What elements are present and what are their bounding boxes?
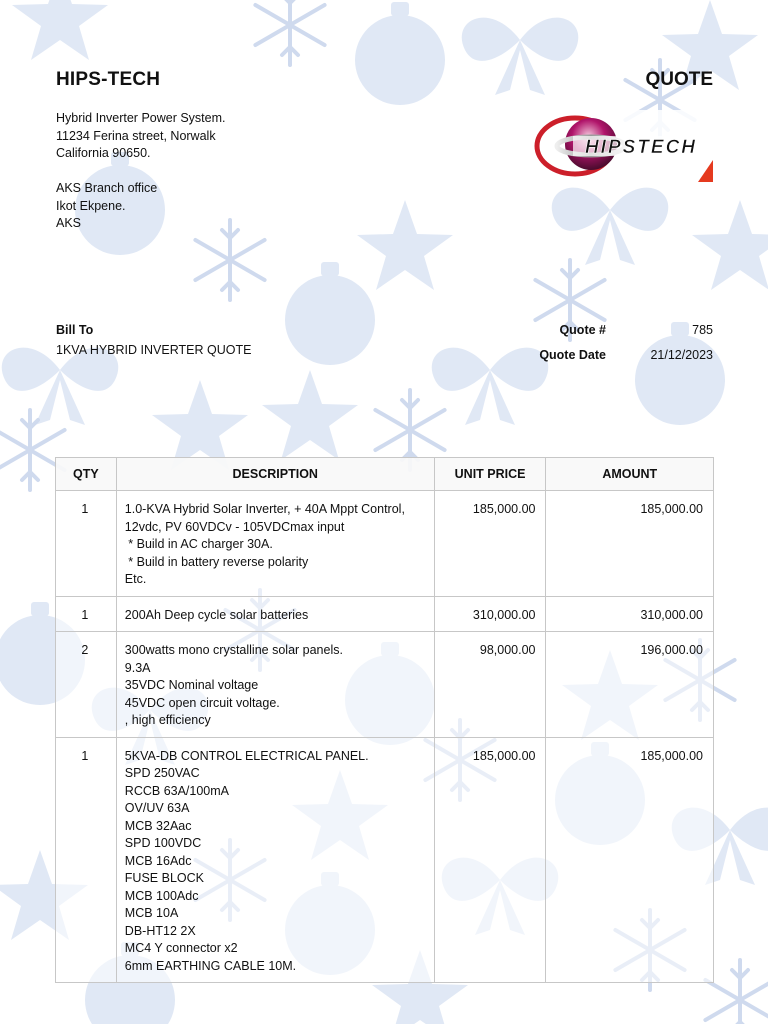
branch-line: AKS	[56, 216, 82, 230]
quote-date-label: Quote Date	[539, 348, 606, 362]
description-line: OV/UV 63A	[124, 801, 190, 815]
branch-line: Ikot Ekpene.	[56, 198, 126, 213]
qty-cell: 1	[56, 737, 117, 983]
description-line: MCB 16Adc	[124, 853, 192, 868]
qty-header: QTY	[56, 458, 117, 491]
table-row	[56, 632, 714, 738]
description-line: 45VDC open circuit voltage.	[124, 695, 280, 710]
qty-cell: 2	[56, 632, 117, 738]
description-cell	[116, 632, 434, 738]
unit-price-cell: 310,000.00	[434, 596, 546, 632]
description-line: RCCB 63A/100mA	[124, 783, 230, 798]
unit-price-header: UNIT PRICE	[434, 458, 546, 491]
table-row	[56, 596, 714, 632]
description-header: DESCRIPTION	[116, 458, 434, 491]
address-line: 11234 Ferina street, Norwalk	[56, 128, 216, 143]
description-line: SPD 250VAC	[124, 766, 200, 780]
description-line: * Build in battery reverse polarity	[124, 554, 309, 569]
unit-price-cell: 185,000.00	[434, 737, 546, 983]
description-line: MCB 10A	[124, 906, 179, 920]
qty-cell: 1	[56, 596, 117, 632]
quote-number: 785	[692, 323, 713, 337]
bill-to-value: 1KVA HYBRID INVERTER QUOTE	[56, 343, 252, 357]
company-name: HIPS-TECH	[56, 69, 161, 90]
description-line: 35VDC Nominal voltage	[124, 678, 259, 692]
description-line: FUSE BLOCK	[124, 871, 204, 885]
description-line: , high efficiency	[124, 713, 211, 727]
amount-cell: 185,000.00	[546, 737, 714, 983]
description-line: MCB 100Adc	[124, 888, 199, 903]
description-line: 6mm EARTHING CABLE 10M.	[124, 958, 297, 973]
description-line: SPD 100VDC	[124, 836, 202, 850]
address-line: Hybrid Inverter Power System.	[56, 111, 226, 125]
description-line: 300watts mono crystalline solar panels.	[124, 643, 343, 657]
description-line: MCB 32Aac	[124, 818, 192, 833]
table-header-row	[56, 458, 714, 491]
quote-number-label: Quote #	[559, 323, 606, 337]
description-line: 200Ah Deep cycle solar batteries	[124, 607, 309, 622]
amount-header: AMOUNT	[546, 458, 714, 491]
amount-cell: 310,000.00	[546, 596, 714, 632]
company-address	[56, 110, 226, 233]
table-row	[56, 491, 714, 597]
description-line: 12vdc, PV 60VDCv - 105VDCmax input	[124, 519, 345, 534]
amount-cell: 185,000.00	[546, 491, 714, 597]
branch-line: AKS Branch office	[56, 181, 158, 195]
description-line: * Build in AC charger 30A.	[124, 537, 273, 551]
unit-price-cell: 98,000.00	[434, 632, 546, 738]
description-line: MC4 Y connector x2	[124, 941, 238, 955]
items-table	[55, 457, 714, 983]
document-title: QUOTE	[645, 69, 713, 90]
table-row	[56, 737, 714, 983]
description-line: 9.3A	[124, 660, 151, 675]
description-cell	[116, 737, 434, 983]
address-line: California 90650.	[56, 146, 151, 160]
description-line: 1.0-KVA Hybrid Solar Inverter, + 40A Mppt Control,	[124, 502, 405, 516]
description-cell	[116, 491, 434, 597]
amount-cell: 196,000.00	[546, 632, 714, 738]
description-line: DB-HT12 2X	[124, 923, 196, 938]
description-line: 5KVA-DB CONTROL ELECTRICAL PANEL.	[124, 748, 369, 763]
description-line: Etc.	[124, 572, 147, 586]
description-cell	[116, 596, 434, 632]
bill-to-label: Bill To	[56, 323, 94, 337]
company-logo	[533, 110, 713, 182]
qty-cell: 1	[56, 491, 117, 597]
quote-date: 21/12/2023	[650, 348, 713, 362]
unit-price-cell: 185,000.00	[434, 491, 546, 597]
logo-wordmark: HIPSTECH	[584, 137, 698, 158]
